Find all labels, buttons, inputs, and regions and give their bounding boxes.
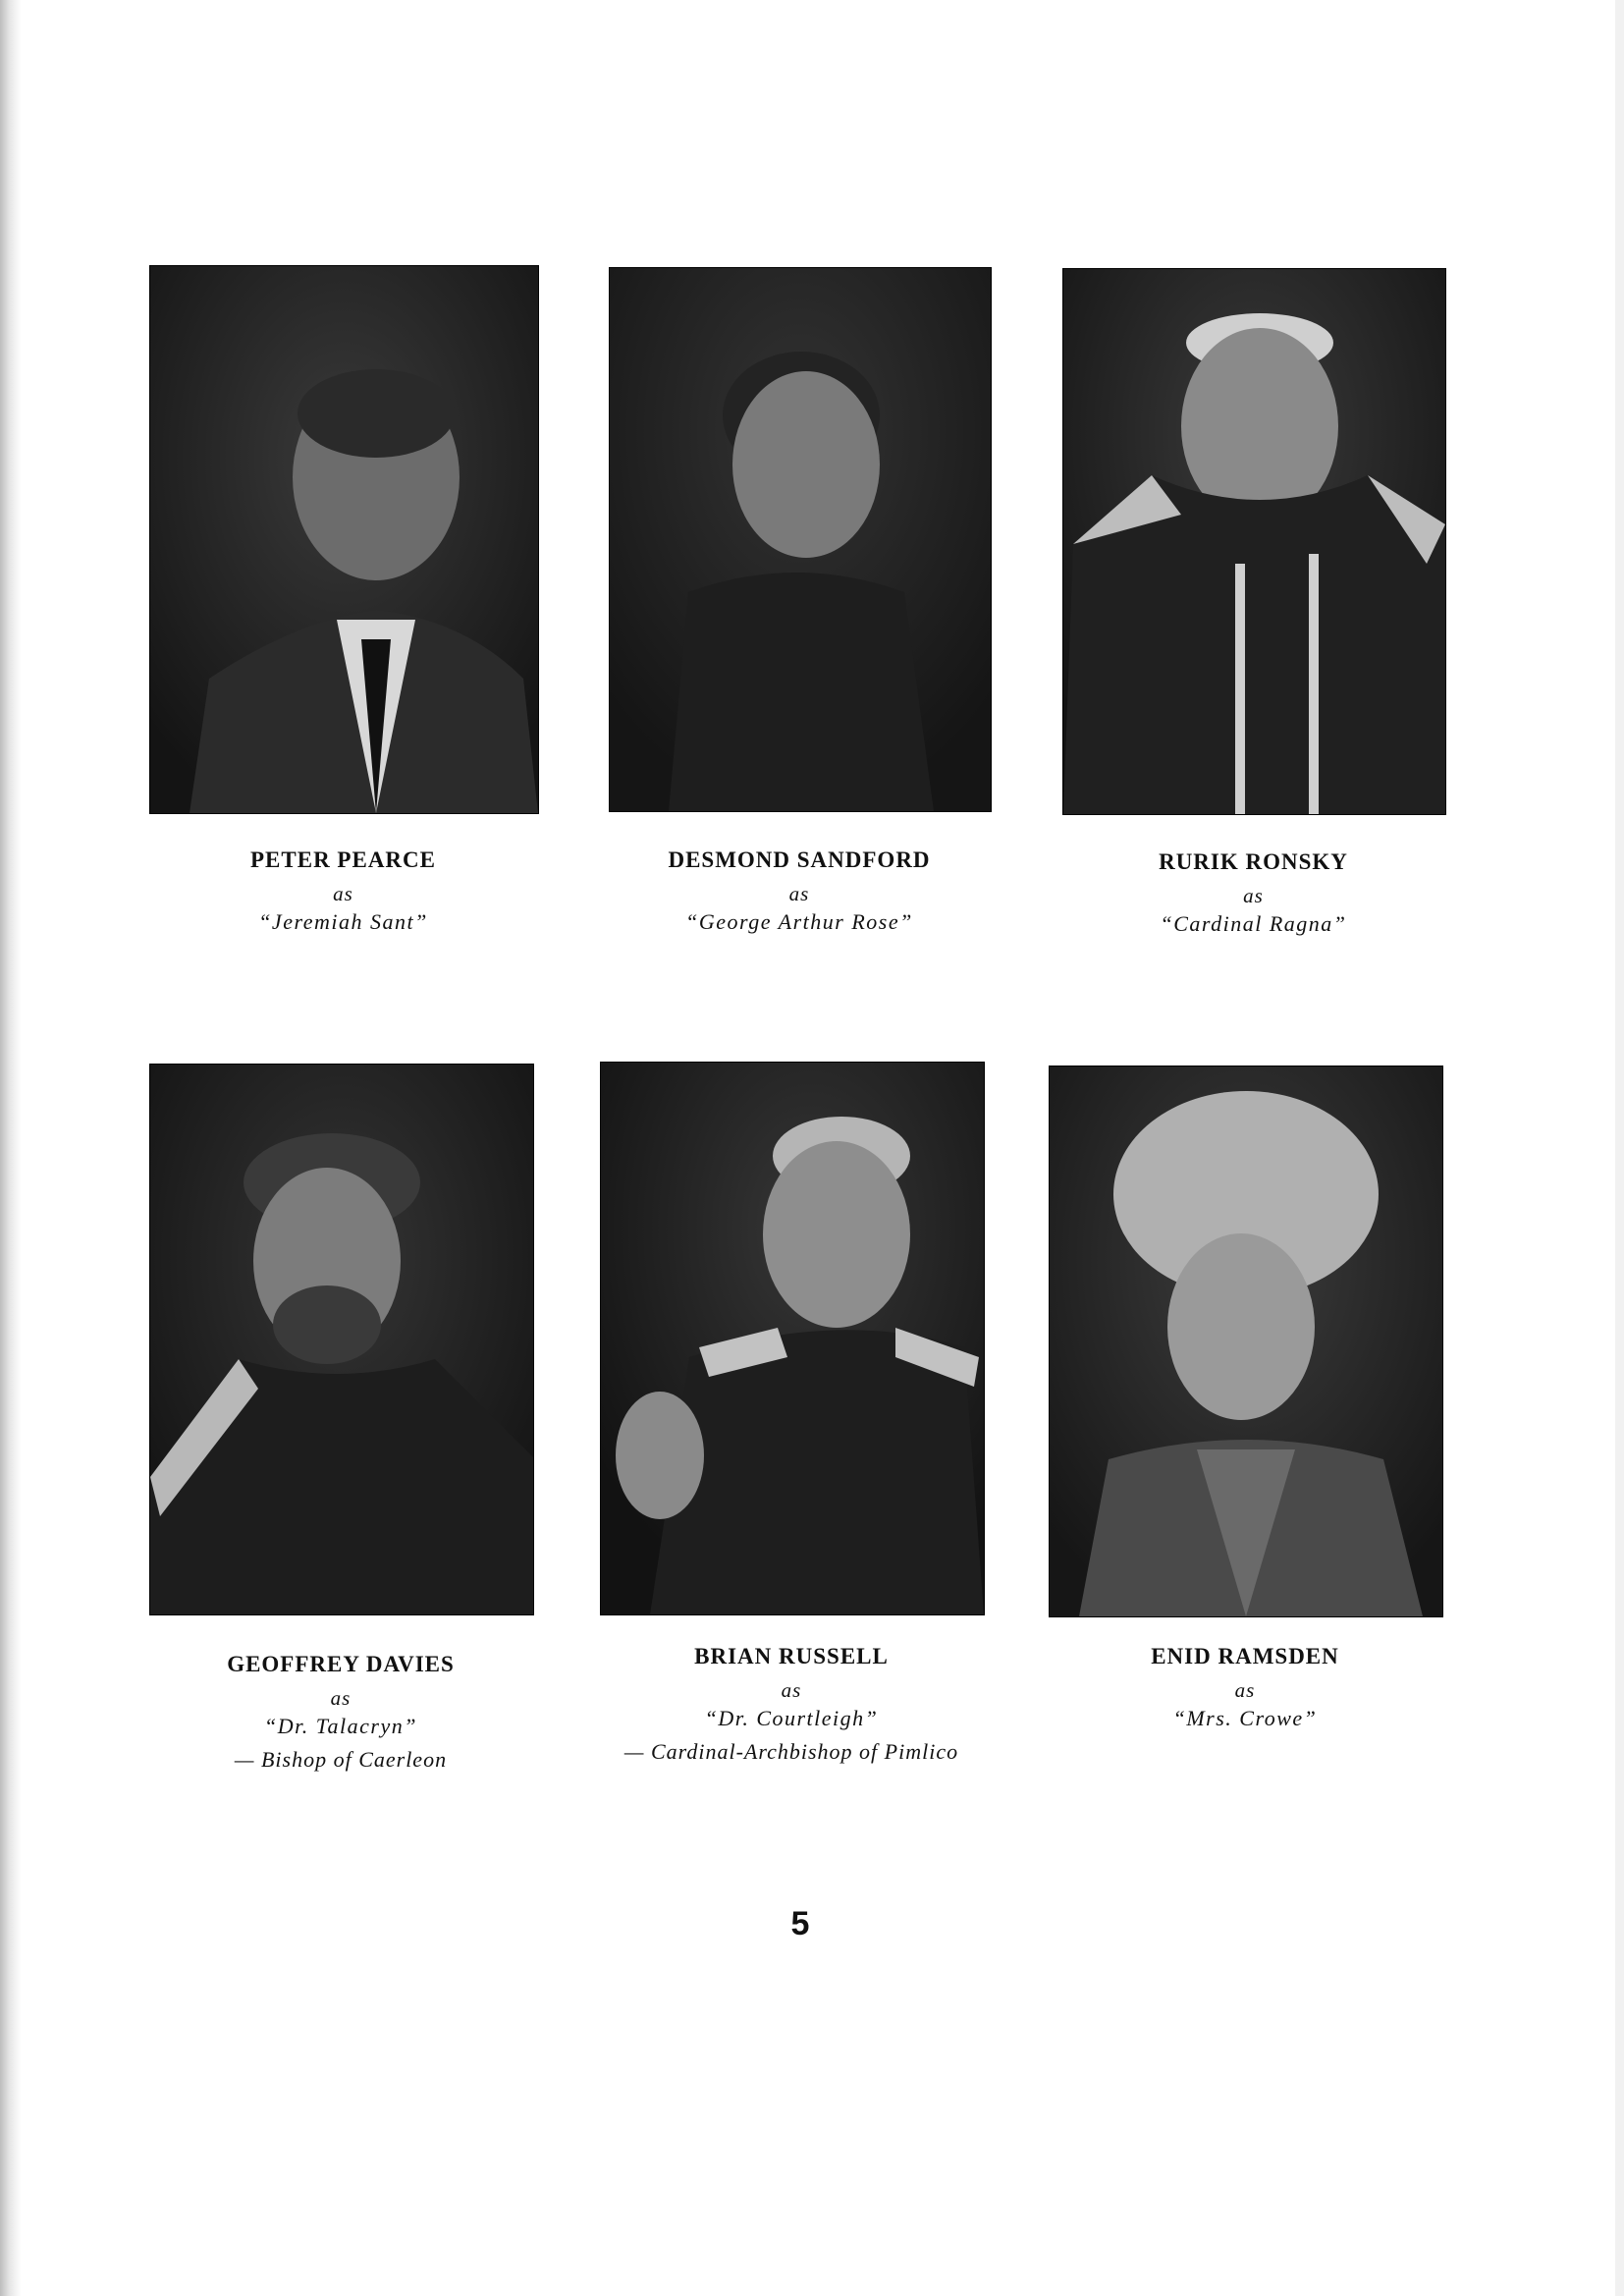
portrait-photo-rurik-ronsky xyxy=(1062,268,1446,815)
as-label: as xyxy=(333,881,353,905)
portrait-photo-peter-pearce xyxy=(149,265,539,814)
character-title: — Bishop of Caerleon xyxy=(234,1746,448,1772)
actor-name: DESMOND SANDFORD xyxy=(668,847,931,872)
actor-name: PETER PEARCE xyxy=(250,847,436,872)
portrait-photo-desmond-sandford xyxy=(609,267,992,812)
cast-caption-6 xyxy=(1049,1643,1441,1732)
character-title: — Cardinal-Archbishop of Pimlico xyxy=(623,1738,959,1764)
as-label: as xyxy=(1234,1677,1256,1702)
cast-caption-2 xyxy=(609,847,990,936)
actor-name: ENID RAMSDEN xyxy=(1151,1644,1339,1668)
page-edge xyxy=(1615,0,1624,2296)
cast-caption-3 xyxy=(1062,848,1444,938)
character-name: “Dr. Talacryn” xyxy=(264,1714,417,1738)
cast-caption-1 xyxy=(149,847,537,936)
page-number: 5 xyxy=(790,1905,810,1942)
cast-caption-5 xyxy=(569,1643,1013,1765)
character-name: “Jeremiah Sant” xyxy=(258,909,428,934)
actor-name: GEOFFREY DAVIES xyxy=(227,1652,455,1676)
portrait-photo-geoffrey-davies xyxy=(149,1064,534,1615)
as-label: as xyxy=(330,1685,352,1710)
character-name: “George Arthur Rose” xyxy=(685,909,913,934)
cast-caption-4 xyxy=(149,1651,532,1773)
page-binding-shadow xyxy=(0,0,22,2296)
as-label: as xyxy=(1243,883,1264,907)
character-name: “Dr. Courtleigh” xyxy=(704,1706,879,1730)
character-name: “Cardinal Ragna” xyxy=(1160,911,1347,936)
portrait-photo-brian-russell xyxy=(600,1062,985,1615)
actor-name: BRIAN RUSSELL xyxy=(694,1644,889,1668)
as-label: as xyxy=(788,881,810,905)
as-label: as xyxy=(781,1677,802,1702)
character-name: “Mrs. Crowe” xyxy=(1172,1706,1318,1730)
portrait-photo-enid-ramsden xyxy=(1049,1066,1443,1617)
actor-name: RURIK RONSKY xyxy=(1159,849,1348,874)
